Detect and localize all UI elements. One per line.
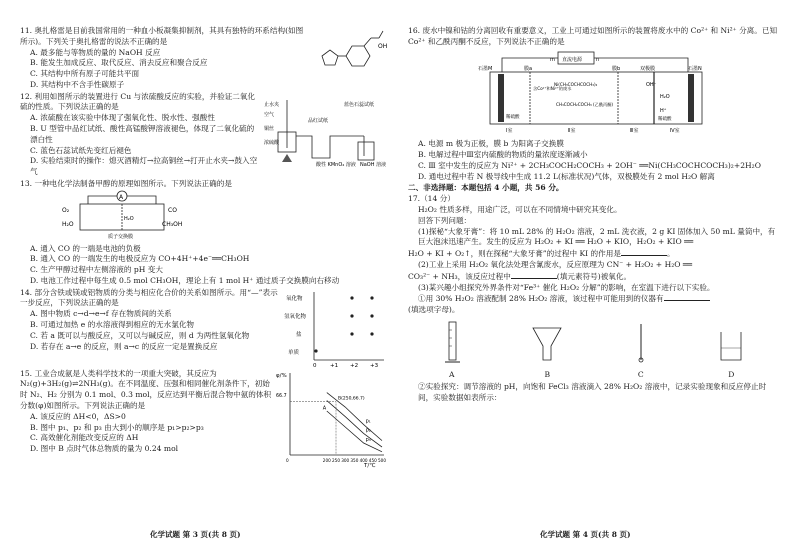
q15-point-a-label: A	[322, 405, 327, 412]
q12-option-b: B. U 型管中品红试纸、酸性高锰酸钾溶液褪色，体现了二氧化硫的漂白性	[30, 124, 255, 144]
q13-option-a: A. 通入 CO 的一端是电池的负极	[30, 243, 141, 253]
q16-label-acid-right: 稀硫酸	[658, 116, 672, 122]
q17-part-1b: H₂O + KI + O₂↑，则在探秘“大象牙膏”的过程中 KI 的作用是	[408, 249, 621, 259]
q16-option-d: D. 通电过程中若 N 极导线中生成 11.2 L(标准状况)气体，双极膜处有 2 mol H₂O 解离	[418, 171, 715, 181]
q15-point-b-label: B(250,66.7)	[338, 396, 365, 402]
q15-option-b: B. 图中 p₁、p₂ 和 p₃ 由大到小的顺序是 p₁>p₂>p₃	[30, 422, 204, 432]
q15-x-tick-7: 500	[378, 457, 386, 463]
q13-stem: 13. 一种电化学法制备甲醇的原理如图所示。下列说法正确的是	[20, 178, 232, 188]
q16-label-h: H⁺	[660, 107, 667, 114]
q16-label-power: 直流电源	[562, 56, 583, 63]
q11-structure-figure	[308, 26, 388, 82]
q12-option-d: D. 实验结束时的操作：熄灭酒精灯→拉高铜丝→打开止水夹→鼓入空气	[30, 156, 258, 177]
glass-rod-icon	[633, 320, 649, 366]
q17-answer-req: 回答下列问题：	[418, 215, 472, 225]
q15-y-label: φ/%	[276, 372, 287, 379]
q17-blank-2[interactable]	[511, 271, 557, 279]
q13-ammeter-label: A	[119, 193, 124, 201]
q15-x-tick-2: 250	[332, 457, 340, 463]
q14-valence-chart	[284, 288, 388, 368]
question-12	[20, 92, 388, 178]
q14-y-oxide: 氧化物	[286, 295, 303, 302]
q16-label-electrode-m: 石墨M	[478, 65, 493, 72]
q12-label-litmus: 蓝色石蕊试纸	[344, 101, 375, 108]
q15-option-a: A. 该反应的 ΔH<0，ΔS>0	[30, 411, 126, 421]
q16-room-3: Ⅲ室	[630, 127, 639, 134]
q17-part-2b: CO₃²⁻ + NH₃，该反应过程中	[408, 271, 511, 281]
q15-stem: 15. 工业合成氨是人类科学技术的一项重大突破，其反应为 N₂(g)+3H₂(g)⇌2NH₃(g)。在不同温度、压强和相同催化剂条件下，初始时 N₂、H₂ 分别为 0.1 mol、0.3 mol，反应达到平衡后混合物中氨的体积分数(φ)如图所示。下列说法正确的是	[20, 368, 272, 410]
apparatus-b	[529, 320, 565, 381]
q14-option-c: C. 若 a 既可以与酸反应，又可以与碱反应，则 d 为两性氢氧化物	[30, 330, 250, 340]
q13-label-membrane: 质子交换膜	[108, 233, 134, 240]
q17-intro: H₂O₂ 性质多样，用途广泛，可以在不同情境中研究其变化。	[418, 205, 622, 215]
q15-x-tick-0: 0	[286, 457, 289, 463]
q13-label-ch3oh: CH₃OH	[162, 220, 183, 228]
q14-option-d: D. 若存在 a→e 的反应，则 a→c 的反应一定是置换反应	[30, 341, 218, 351]
q11-option-d: D. 其结构中不含手性碳原子	[30, 79, 125, 89]
apparatus-d	[716, 320, 746, 381]
apparatus-a-label: A	[449, 369, 455, 379]
q12-apparatus-figure	[264, 92, 388, 168]
q11-stem: 11. 奥扎格雷是目前我国常用的一种血小板凝集抑制剂，其具有独特的环系结构(如图所示)。下列关于奥扎格雷的说法不正确的是	[20, 26, 304, 46]
q17-blank-3[interactable]	[664, 293, 710, 301]
q13-label-co: CO	[168, 206, 177, 214]
apparatus-c	[633, 320, 649, 381]
q11-option-b: B. 能发生加成反应、取代反应、消去反应和聚合反应	[30, 58, 208, 68]
q14-x-0: 0	[313, 362, 317, 368]
q15-series-label-1: p₁	[365, 418, 371, 425]
q16-option-a: A. 电源 m 极为正极，膜 b 为阳离子交换膜	[418, 139, 564, 149]
q16-label-membrane-b: 膜b	[612, 65, 621, 72]
q16-stem: 16. 废水中镍和钴的分离回收有重要意义，工业上可通过如图所示的装置将废水中的 Co²⁺ 和 Ni²⁺ 分离。已知 Co²⁺ 和乙酰丙酮不反应，下列说法不正确的是	[408, 26, 778, 46]
question-17: 17.（14 分） H₂O₂ 性质多样，用途广泛，可以在不同情境中研究其变化。 回答下列问题： (1)探秘“大象牙膏”：将 10 mL 28% 的 H₂O₂ 溶液，2 mL 洗衣液，2 g KI 固体加入 50 mL 量筒中，有巨大泡沫迅速产生。发生的反应为 H₂O₂ + KI ══ H₂O + KIO，H₂O₂ + KIO ══ H₂O + KI + O₂↑，则在探秘“大象牙膏”的过程中 KI 的作用是 。 (2)工业上采用 H₂O₂ 氧化法处理含氰废水，反应原理为 CN⁻ + H₂O₂ + H₂O ══ CO₃²⁻ + NH₃，该反应过程中 (填元素符号)被氧化。 (3)某兴趣小组探究外界条件对“Fe³⁺ 催化 H₂O₂ 分解”的影响，在室温下进行以下实验。 ①用 30% H₂O₂ 溶液配制 28% H₂O₂ 溶液，该过程中可能用到的仪器有 (填选项字母)。 A B C D ②实验探究：调节溶液的 pH，向饱和 FeCl₃ 溶液滴入 28% H₂O₂ 溶液中，记录实验现象和反应停止时间，实验数据如表所示：	[408, 194, 780, 404]
q16-label-ni-complex: Ni(CH₃COCHCOCH₃)₂	[554, 81, 598, 87]
q15-series-2	[327, 400, 382, 446]
q17-part-3a: ①用 30% H₂O₂ 溶液配制 28% H₂O₂ 溶液，该过程中可能用到的仪器有	[418, 294, 664, 304]
q12-label-copper: 铜丝	[264, 125, 275, 132]
q14-x-3: +3	[370, 362, 379, 368]
q17-part-2: (2)工业上采用 H₂O₂ 氧化法处理含氰废水，反应原理为 CN⁻ + H₂O₂ + H₂O ══	[418, 259, 693, 269]
q16-room-1: Ⅰ室	[506, 127, 513, 134]
q12-label-kmno4: 酸性 KMnO₄ 溶液	[316, 161, 356, 168]
q17-part-1: (1)探秘“大象牙膏”：将 10 mL 28% 的 H₂O₂ 溶液，2 mL 洗衣液，2 g KI 固体加入 50 mL 量筒中，有巨大泡沫迅速产生。发生的反应为 H₂O₂ + KI ══ H₂O + KIO，H₂O₂ + KIO ══	[418, 226, 776, 247]
q14-option-a: A. 图中物质 c→d→e→f 存在物质间的关系	[30, 309, 172, 319]
q17-blank-1[interactable]	[621, 248, 667, 256]
q16-label-acetylacetone: CH₃COCH₂COCH₃ (乙酰丙酮)	[556, 101, 614, 107]
q16-label-oh: OH⁻	[646, 81, 657, 88]
q12-label-clamp: 止水夹	[264, 101, 280, 108]
q12-label-magenta-paper: 品红试纸	[308, 117, 329, 124]
q12-label-naoh: NaOH 溶液	[360, 161, 387, 168]
q16-label-membrane-a: 膜a	[524, 65, 533, 72]
q14-x-2: +2	[350, 362, 359, 368]
q17-part-2c: (填元素符号)被氧化。	[556, 271, 632, 281]
q16-label-n: n	[596, 56, 600, 63]
q16-room-4: Ⅳ室	[670, 127, 680, 134]
q15-x-tick-5: 400	[359, 457, 368, 463]
q15-x-tick-6: 450	[368, 457, 377, 463]
q12-label-air: 空气	[264, 111, 275, 118]
beaker-icon	[716, 320, 746, 366]
q12-option-a: A. 浓硫酸在该实验中体现了强氧化性、脱水性、强酸性	[30, 113, 215, 123]
q16-option-b: B. 电解过程中Ⅲ室内硫酸的物质的量浓度逐渐减小	[418, 150, 588, 160]
q16-label-acid-left: 稀硫酸	[506, 114, 520, 120]
footer-page-4: 化学试题 第 4 页(共 8 页)	[540, 530, 631, 539]
right-page	[408, 26, 780, 526]
question-15	[20, 369, 388, 469]
q15-series-3	[327, 411, 382, 452]
q14-y-element: 单质	[288, 349, 300, 356]
q15-guide-lines	[290, 401, 336, 454]
q15-x-label: T/℃	[364, 462, 376, 469]
q13-label-h2o-left: H₂O	[62, 220, 74, 228]
apparatus-a	[442, 320, 462, 381]
q15-series-label-3: p₃	[365, 436, 371, 443]
question-14	[20, 288, 388, 368]
q11-option-a: A. 最多能与等物质的量的 NaOH 反应	[30, 47, 161, 57]
q11-oh-label: OH	[378, 43, 388, 50]
q13-option-b: B. 通入 CO 的一端发生的电极反应为 CO+4H⁺+4e⁻══CH₃OH	[30, 254, 250, 264]
q12-stem: 12. 利用如图所示的装置进行 Cu 与浓硫酸反应的实验，并验证二氧化硫的性质。下列说法正确的是	[20, 91, 256, 112]
question-13	[20, 179, 388, 287]
q15-x-tick-1: 200	[322, 457, 331, 463]
funnel-icon	[529, 320, 565, 366]
q16-label-h2o: H₂O	[660, 93, 670, 100]
q17-part-3: (3)某兴趣小组探究外界条件对“Fe³⁺ 催化 H₂O₂ 分解”的影响，在室温下进行以下实验。	[418, 282, 715, 292]
apparatus-b-label: B	[544, 369, 551, 379]
q13-option-d: D. 电池工作过程中每生成 0.5 mol CH₃OH，理论上有 1 mol H⁺ 通过质子交换膜向右移动	[30, 275, 340, 285]
footer-page-3: 化学试题 第 3 页(共 8 页)	[150, 530, 241, 539]
q17-part-3a2: (填选项字母)。	[408, 305, 460, 315]
q15-y-tick: 66.7	[276, 393, 287, 399]
q16-cell-figure	[478, 50, 710, 136]
q13-label-h2o-right: H₂O	[124, 215, 134, 222]
q14-y-hydroxide: 氢氧化物	[284, 313, 307, 320]
q13-label-o2: O₂	[62, 206, 70, 214]
q16-label-wastewater: 含Co²⁺和Ni²⁺的废水	[533, 85, 572, 91]
question-11	[20, 26, 388, 91]
q11-option-c: C. 其结构中所有原子可能共平面	[30, 69, 140, 79]
q14-stem: 14. 部分含铁或镁或铝物质的分类与相应化合价的关系如图所示。用“—”表示一步反应，下列说法正确的是	[20, 287, 278, 308]
q12-label-acid: 浓硫酸	[264, 139, 280, 146]
section-2-heading: 二、非选择题：本题包括 4 小题，共 56 分。	[408, 183, 564, 193]
q15-ammonia-chart	[276, 369, 388, 469]
q16-label-bipolar: 双极膜	[640, 65, 656, 72]
q17-part-3b: ②实验探究：调节溶液的 pH，向饱和 FeCl₃ 溶液滴入 28% H₂O₂ 溶液中，记录实验现象和反应停止时间，实验数据如表所示：	[418, 382, 767, 403]
q15-option-c: C. 高效催化剂能改变反应的 ΔH	[30, 433, 139, 443]
q13-cell-figure	[58, 190, 186, 240]
apparatus-c-label: C	[637, 369, 644, 379]
question-16	[408, 26, 780, 182]
q15-series-label-2: p₂	[365, 427, 371, 434]
q15-option-d: D. 图中 B 点时气体总物质的量为 0.24 mol	[30, 444, 179, 454]
q17-head: 17.（14 分）	[408, 194, 455, 204]
q16-option-c: C. Ⅲ 室中发生的反应为 Ni²⁺ + 2CH₃COCH₂COCH₃ + 2OH⁻ ══Ni(CH₃COCHCOCH₃)₂+2H₂O	[418, 160, 761, 170]
q14-y-salt: 盐	[296, 331, 302, 338]
apparatus-row	[408, 320, 780, 381]
q15-x-tick-3: 300	[341, 457, 350, 463]
apparatus-d-label: D	[728, 369, 735, 379]
q15-x-tick-4: 350	[350, 457, 359, 463]
q16-room-2: Ⅱ室	[568, 127, 576, 134]
q14-x-1: +1	[330, 362, 339, 368]
q13-option-c: C. 生产甲醇过程中左侧溶液的 pH 变大	[30, 265, 163, 275]
graduated-cylinder-icon	[442, 320, 462, 366]
q16-label-electrode-n: 石墨N	[688, 65, 702, 72]
q16-label-m: m	[550, 56, 555, 63]
q14-option-b: B. 可通过加热 e 的水溶液得到相应的无水氯化物	[30, 319, 195, 329]
q12-option-c: C. 蓝色石蕊试纸先变红后褪色	[30, 145, 132, 155]
left-page	[20, 26, 388, 526]
